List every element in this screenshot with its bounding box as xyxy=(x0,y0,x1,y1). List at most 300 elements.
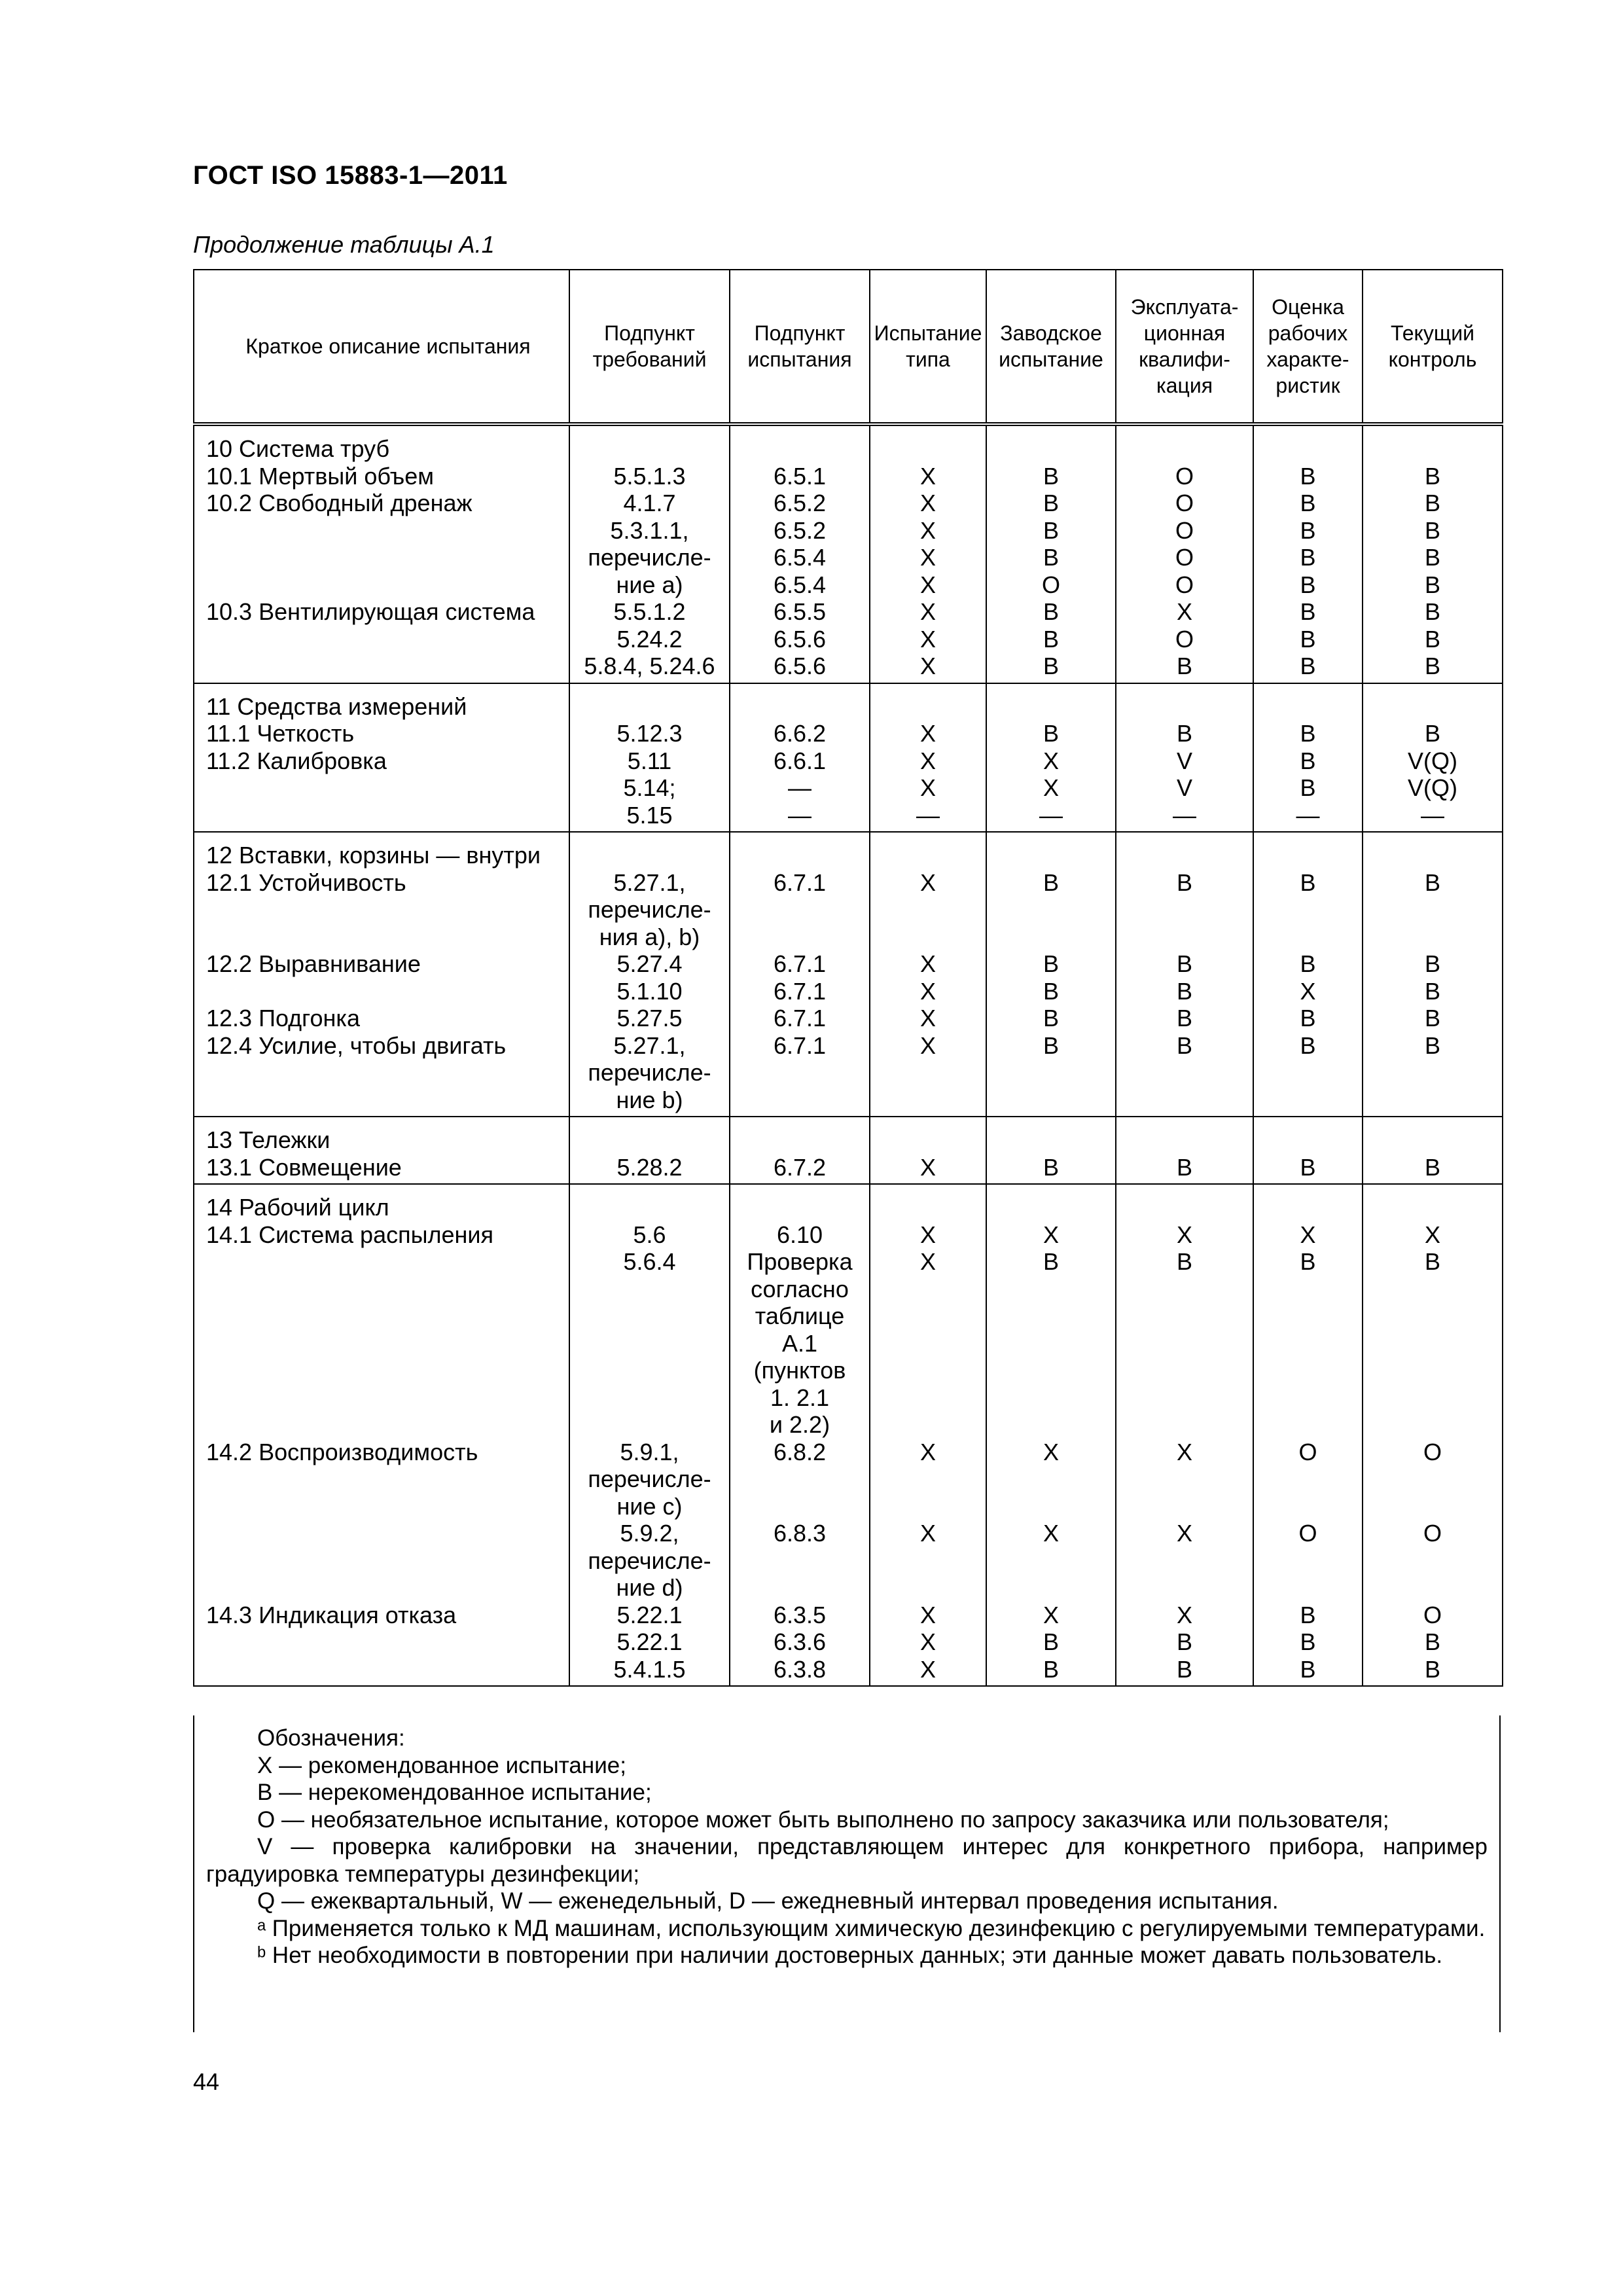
header-description: Краткое описание испытания xyxy=(194,270,569,424)
cell-line: 11.1 Четкость xyxy=(206,720,355,747)
cell-line xyxy=(1116,1493,1253,1520)
cell-line: B xyxy=(1043,1153,1059,1181)
cell-line xyxy=(1254,1059,1362,1086)
cell-line: 5.24.2 xyxy=(616,625,683,653)
cell-line xyxy=(870,1302,986,1330)
operational-qualification-cell xyxy=(1116,1184,1253,1686)
cell-line: 6.8.2 xyxy=(773,1438,827,1465)
cell-line: B xyxy=(1176,950,1192,977)
cell-line: B xyxy=(1424,950,1440,977)
cell-line: X xyxy=(919,516,936,544)
cell-line: — xyxy=(1039,801,1063,829)
cell-line xyxy=(870,1465,986,1493)
cell-line xyxy=(1363,1411,1502,1439)
cell-line xyxy=(730,1547,869,1575)
cell-line xyxy=(730,1574,869,1602)
cell-line xyxy=(570,842,729,869)
cell-line: X xyxy=(1176,1601,1192,1628)
cell-line xyxy=(730,1194,869,1221)
cell-line xyxy=(1363,842,1502,869)
cell-line xyxy=(570,1302,729,1330)
cell-line xyxy=(987,1547,1115,1575)
cell-line: O xyxy=(1175,625,1194,653)
cell-line: 6.6.1 xyxy=(773,747,827,774)
cell-line: 6.7.1 xyxy=(773,977,827,1005)
cell-line xyxy=(987,1276,1115,1303)
cell-line: 5.28.2 xyxy=(616,1153,683,1181)
cell-line xyxy=(987,1574,1115,1602)
cell-line: B xyxy=(1300,1005,1316,1031)
cell-line: 6.7.1 xyxy=(773,950,827,977)
cell-line xyxy=(206,774,569,802)
cell-line: B xyxy=(1300,1601,1316,1628)
cell-line: B xyxy=(1300,625,1316,653)
cell-line: X xyxy=(919,544,936,571)
cell-line xyxy=(1363,1302,1502,1330)
cell-line: 4.1.7 xyxy=(623,490,676,516)
cell-line: B xyxy=(1424,462,1440,490)
cell-line: X xyxy=(919,747,936,774)
cell-line xyxy=(1254,1330,1362,1357)
cell-line xyxy=(1116,1574,1253,1602)
cell-line: — xyxy=(1421,801,1444,829)
cell-line: X xyxy=(919,1221,936,1248)
cell-line: Проверка xyxy=(747,1248,853,1275)
cell-line: ние d) xyxy=(616,1574,683,1601)
cell-line: B xyxy=(1300,1628,1316,1655)
cell-line: B xyxy=(1176,1153,1192,1181)
table-group-row xyxy=(194,832,1503,1117)
cell-line: — xyxy=(788,774,812,801)
test-table xyxy=(193,269,1503,1687)
cell-line: B xyxy=(1043,1655,1059,1683)
cell-line: 5.6.4 xyxy=(623,1248,676,1275)
cell-line: 5.22.1 xyxy=(616,1601,683,1628)
table-group-row xyxy=(194,683,1503,833)
cell-line: O xyxy=(1175,462,1194,490)
cell-line xyxy=(206,1086,569,1114)
cell-line xyxy=(870,896,986,924)
cell-line: B xyxy=(1300,774,1316,801)
note-line: Q — ежеквартальный, W — еженедельный, D — ежедневный интервал проведения испытания. xyxy=(257,1888,1279,1914)
cell-line xyxy=(987,1493,1115,1520)
test-clause-cell xyxy=(730,1184,870,1686)
cell-line: V xyxy=(1176,774,1192,801)
cell-line: B xyxy=(1043,462,1059,490)
cell-line xyxy=(730,435,869,463)
cell-line xyxy=(987,896,1115,924)
cell-line xyxy=(1363,1276,1502,1303)
cell-line: X xyxy=(919,869,936,896)
cell-line xyxy=(987,842,1115,869)
cell-line xyxy=(730,924,869,951)
cell-line: — xyxy=(788,801,812,829)
cell-line: B xyxy=(1300,869,1316,896)
cell-line: 5.9.2, xyxy=(620,1520,679,1547)
header-operational-qualification: Эксплуата-ционная квалифи-кация xyxy=(1116,270,1253,424)
notes-heading: Обозначения: xyxy=(257,1725,405,1751)
operational-qualification-cell xyxy=(1116,832,1253,1117)
cell-line: X xyxy=(919,571,936,598)
cell-line xyxy=(730,896,869,924)
cell-line xyxy=(206,1330,569,1357)
cell-line: B xyxy=(1300,598,1316,625)
cell-line xyxy=(570,1194,729,1221)
cell-line xyxy=(1363,1330,1502,1357)
cell-line xyxy=(206,802,569,829)
cell-line xyxy=(1254,842,1362,869)
type-test-cell xyxy=(870,683,986,833)
cell-line: B xyxy=(1424,977,1440,1005)
cell-line: 5.5.1.3 xyxy=(613,462,686,490)
cell-line xyxy=(987,1330,1115,1357)
cell-line xyxy=(206,1493,569,1520)
cell-line xyxy=(206,517,569,545)
cell-line xyxy=(870,1357,986,1384)
cell-line: перечисле- xyxy=(588,1547,711,1574)
cell-line: 14.2 Воспроизводимость xyxy=(206,1438,478,1465)
routine-control-cell xyxy=(1363,1117,1503,1184)
cell-line xyxy=(1363,1086,1502,1114)
cell-line xyxy=(987,1384,1115,1412)
cell-line xyxy=(1116,842,1253,869)
cell-line xyxy=(987,1059,1115,1086)
cell-line: B xyxy=(1043,490,1059,516)
cell-line: B xyxy=(1176,1628,1192,1655)
cell-line: 1. 2.1 xyxy=(770,1384,830,1411)
cell-line xyxy=(1254,1302,1362,1330)
cell-line xyxy=(1254,896,1362,924)
cell-line: 6.5.4 xyxy=(773,571,827,598)
note-line: X — рекомендованное испытание; xyxy=(257,1752,626,1778)
test-clause-cell xyxy=(730,424,870,683)
operational-qualification-cell xyxy=(1116,1117,1253,1184)
factory-test-cell xyxy=(986,1184,1116,1686)
cell-line: 6.3.5 xyxy=(773,1601,827,1628)
cell-line: 5.27.1, xyxy=(613,869,686,896)
cell-line xyxy=(730,1465,869,1493)
cell-line: 5.27.5 xyxy=(616,1005,683,1031)
cell-line xyxy=(570,1126,729,1154)
cell-line xyxy=(1116,1086,1253,1114)
cell-line: B xyxy=(1424,720,1440,747)
cell-line: 6.5.6 xyxy=(773,625,827,653)
cell-line: X xyxy=(919,977,936,1005)
cell-line xyxy=(206,1547,569,1575)
cell-line xyxy=(870,435,986,463)
cell-line xyxy=(1116,1302,1253,1330)
cell-line: 6.7.1 xyxy=(773,869,827,896)
description-cell xyxy=(194,683,569,833)
cell-line: B xyxy=(1176,977,1192,1005)
cell-line: X xyxy=(1043,774,1059,801)
cell-line: X xyxy=(1043,1520,1059,1547)
cell-line xyxy=(870,1411,986,1439)
cell-line xyxy=(1363,1357,1502,1384)
note-line: O — необязательное испытание, которое может быть выполнено по запросу заказчика или пользователя; xyxy=(257,1806,1389,1833)
cell-line xyxy=(870,924,986,951)
routine-control-cell xyxy=(1363,683,1503,833)
cell-line: — xyxy=(1296,801,1320,829)
requirement-clause-cell xyxy=(569,1117,730,1184)
cell-line xyxy=(1254,1411,1362,1439)
cell-line xyxy=(987,924,1115,951)
cell-line xyxy=(730,1126,869,1154)
cell-line: X xyxy=(1176,1221,1192,1248)
cell-line: 10 Система труб xyxy=(206,435,390,462)
note-line: V — проверка калибровки на значении, представляющем интерес для конкретного прибора, например градуировка температуры дезинфекции; xyxy=(206,1834,1488,1887)
header-factory-test: Заводское испытание xyxy=(986,270,1116,424)
routine-control-cell xyxy=(1363,1184,1503,1686)
cell-line: 6.5.2 xyxy=(773,516,827,544)
cell-line: B xyxy=(1424,598,1440,625)
cell-line: А.1 xyxy=(781,1329,818,1357)
cell-line xyxy=(1116,1194,1253,1221)
cell-line xyxy=(1363,693,1502,721)
factory-test-cell xyxy=(986,424,1116,683)
cell-line: 5.9.1, xyxy=(620,1438,679,1465)
test-clause-cell xyxy=(730,683,870,833)
cell-line: 5.4.1.5 xyxy=(613,1655,686,1683)
cell-line: согласно xyxy=(751,1275,849,1302)
type-test-cell xyxy=(870,1184,986,1686)
cell-line: B xyxy=(1043,950,1059,977)
cell-line: X xyxy=(919,1628,936,1655)
cell-line: 6.5.2 xyxy=(773,490,827,516)
cell-line: ния а), b) xyxy=(599,923,700,950)
cell-line: B xyxy=(1424,653,1440,679)
cell-line xyxy=(206,896,569,924)
cell-line: O xyxy=(1041,571,1060,598)
cell-line: 6.7.1 xyxy=(773,1005,827,1031)
cell-line: 5.15 xyxy=(626,801,673,829)
cell-line xyxy=(206,626,569,653)
requirement-clause-cell xyxy=(569,832,730,1117)
cell-line: 6.5.4 xyxy=(773,544,827,571)
cell-line: 6.7.1 xyxy=(773,1031,827,1059)
cell-line: 5.1.10 xyxy=(616,977,683,1005)
cell-line: 6.8.3 xyxy=(773,1520,827,1547)
cell-line: 12.1 Устойчивость xyxy=(206,869,406,896)
cell-line xyxy=(1116,1357,1253,1384)
cell-line xyxy=(1254,1086,1362,1114)
cell-line: — xyxy=(1173,801,1196,829)
cell-line: B xyxy=(1424,1628,1440,1655)
cell-line: 10.2 Свободный дренаж xyxy=(206,490,473,516)
cell-line xyxy=(870,1493,986,1520)
footnote-a: ᵃ Применяется только к МД машинам, использующим химическую дезинфекцию с регулируемыми температурами. xyxy=(257,1915,1486,1941)
cell-line: 6.5.6 xyxy=(773,653,827,679)
cell-line: 5.11 xyxy=(627,747,672,774)
cell-line: B xyxy=(1043,977,1059,1005)
table-caption: Продолжение таблицы А.1 xyxy=(193,231,495,258)
cell-line: X xyxy=(919,774,936,801)
cell-line xyxy=(1116,693,1253,721)
cell-line: X xyxy=(919,625,936,653)
cell-line: 6.7.2 xyxy=(773,1153,827,1181)
cell-line xyxy=(1254,1357,1362,1384)
cell-line: B xyxy=(1300,544,1316,571)
cell-line: B xyxy=(1176,1248,1192,1275)
cell-line: B xyxy=(1043,598,1059,625)
cell-line: X xyxy=(919,1248,936,1275)
cell-line: ние b) xyxy=(616,1086,683,1113)
cell-line xyxy=(206,1520,569,1547)
cell-line: B xyxy=(1300,950,1316,977)
header-test-clause: Подпункт испытания xyxy=(730,270,870,424)
cell-line xyxy=(870,1574,986,1602)
cell-line: перечисле- xyxy=(588,896,711,923)
cell-line: B xyxy=(1300,462,1316,490)
header-performance-qualification: Оценка рабочих характе-ристик xyxy=(1253,270,1363,424)
cell-line xyxy=(206,1656,569,1683)
requirement-clause-cell xyxy=(569,424,730,683)
cell-line: B xyxy=(1424,1005,1440,1031)
performance-qualification-cell xyxy=(1253,683,1363,833)
cell-line xyxy=(870,1194,986,1221)
test-clause-cell xyxy=(730,1117,870,1184)
cell-line: X xyxy=(919,490,936,516)
performance-qualification-cell xyxy=(1253,1117,1363,1184)
cell-line: B xyxy=(1424,869,1440,896)
cell-line: X xyxy=(919,1655,936,1683)
cell-line: X xyxy=(919,950,936,977)
cell-line: 5.3.1.1, xyxy=(610,516,689,544)
cell-line: 5.27.1, xyxy=(613,1031,686,1059)
cell-line: O xyxy=(1175,516,1194,544)
cell-line: 14 Рабочий цикл xyxy=(206,1194,389,1221)
cell-line: X xyxy=(919,1153,936,1181)
cell-line: 11.2 Калибровка xyxy=(206,747,387,774)
cell-line: B xyxy=(1043,1248,1059,1275)
cell-line: X xyxy=(919,598,936,625)
test-clause-cell xyxy=(730,832,870,1117)
cell-line: 5.22.1 xyxy=(616,1628,683,1655)
cell-line: B xyxy=(1043,544,1059,571)
cell-line xyxy=(1254,435,1362,463)
cell-line: 14.3 Индикация отказа xyxy=(206,1601,457,1628)
cell-line xyxy=(206,1411,569,1439)
cell-line xyxy=(1254,1465,1362,1493)
cell-line: 10.1 Мертвый объем xyxy=(206,462,435,490)
cell-line: B xyxy=(1043,1005,1059,1031)
cell-line xyxy=(1116,435,1253,463)
cell-line: 12 Вставки, корзины — внутри xyxy=(206,842,541,869)
header-routine-control: Текущий контроль xyxy=(1363,270,1503,424)
cell-line: B xyxy=(1424,544,1440,571)
cell-line: 12.2 Выравнивание xyxy=(206,950,421,977)
cell-line: B xyxy=(1424,490,1440,516)
cell-line: B xyxy=(1043,516,1059,544)
cell-line xyxy=(987,1465,1115,1493)
cell-line: B xyxy=(1043,1031,1059,1059)
cell-line: B xyxy=(1300,1655,1316,1683)
description-cell xyxy=(194,1184,569,1686)
operational-qualification-cell xyxy=(1116,424,1253,683)
cell-line xyxy=(206,924,569,951)
cell-line xyxy=(870,842,986,869)
cell-line: 5.5.1.2 xyxy=(613,598,686,625)
cell-line xyxy=(987,693,1115,721)
table-group-row xyxy=(194,1117,1503,1184)
cell-line xyxy=(206,1628,569,1656)
cell-line: X xyxy=(1043,1601,1059,1628)
cell-line: перечисле- xyxy=(588,1059,711,1086)
factory-test-cell xyxy=(986,683,1116,833)
cell-line: X xyxy=(1043,1438,1059,1465)
cell-line xyxy=(730,1086,869,1114)
cell-line xyxy=(870,1276,986,1303)
cell-line xyxy=(870,1547,986,1575)
table-header-row xyxy=(194,270,1503,424)
cell-line xyxy=(570,693,729,721)
cell-line xyxy=(206,1574,569,1602)
description-cell xyxy=(194,424,569,683)
cell-line: 5.14; xyxy=(623,774,676,801)
cell-line: V xyxy=(1176,747,1192,774)
cell-line: 12.4 Усилие, чтобы двигать xyxy=(206,1031,507,1059)
cell-line: X xyxy=(919,1520,936,1547)
cell-line: B xyxy=(1176,1655,1192,1683)
cell-line xyxy=(1116,896,1253,924)
cell-line xyxy=(730,1059,869,1086)
cell-line xyxy=(570,1384,729,1412)
cell-line: B xyxy=(1300,516,1316,544)
cell-line: 5.6 xyxy=(633,1221,666,1248)
cell-line xyxy=(570,1411,729,1439)
cell-line: 6.3.8 xyxy=(773,1655,827,1683)
cell-line xyxy=(1254,1126,1362,1154)
performance-qualification-cell xyxy=(1253,424,1363,683)
description-cell xyxy=(194,832,569,1117)
cell-line xyxy=(206,1059,569,1086)
cell-line xyxy=(1363,1574,1502,1602)
table-notes xyxy=(193,1715,1501,2032)
cell-line: X xyxy=(919,1438,936,1465)
cell-line xyxy=(1254,693,1362,721)
cell-line xyxy=(870,1126,986,1154)
cell-line xyxy=(987,435,1115,463)
cell-line: X xyxy=(919,1005,936,1031)
cell-line xyxy=(1363,1493,1502,1520)
header-requirement-clause: Подпункт требований xyxy=(569,270,730,424)
table-group-row xyxy=(194,424,1503,683)
cell-line xyxy=(1363,1194,1502,1221)
cell-line: — xyxy=(916,801,940,829)
cell-line: O xyxy=(1423,1520,1442,1547)
cell-line: B xyxy=(1424,571,1440,598)
cell-line xyxy=(987,1357,1115,1384)
cell-line xyxy=(1363,1059,1502,1086)
cell-line xyxy=(1116,1465,1253,1493)
cell-line xyxy=(1254,1384,1362,1412)
cell-line xyxy=(570,1330,729,1357)
cell-line: 6.10 xyxy=(776,1221,823,1248)
cell-line: B xyxy=(1043,1628,1059,1655)
cell-line: 5.27.4 xyxy=(616,950,683,977)
cell-line xyxy=(206,1357,569,1384)
cell-line: O xyxy=(1423,1438,1442,1465)
cell-line xyxy=(987,1302,1115,1330)
cell-line: X xyxy=(1176,1438,1192,1465)
cell-line: 6.5.5 xyxy=(773,598,827,625)
cell-line xyxy=(730,693,869,721)
cell-line: 6.5.1 xyxy=(773,462,827,490)
requirement-clause-cell xyxy=(569,1184,730,1686)
cell-line: 12.3 Подгонка xyxy=(206,1005,360,1031)
cell-line: B xyxy=(1300,747,1316,774)
cell-line xyxy=(1254,1547,1362,1575)
